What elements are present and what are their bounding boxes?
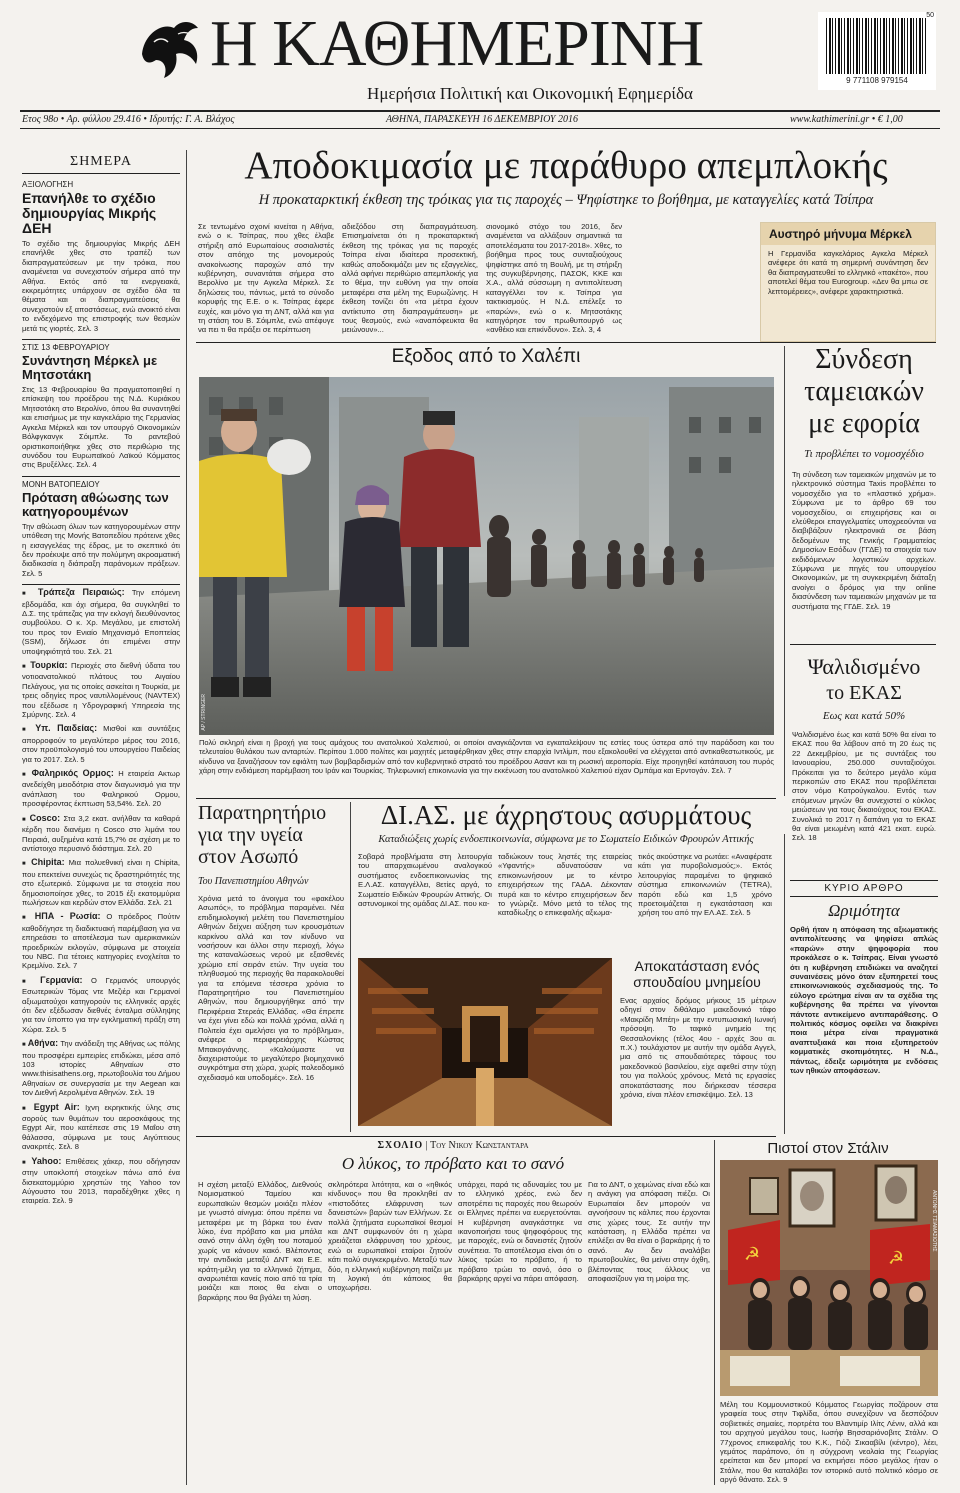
ekas-headline-2: το ΕΚΑΣ [826,682,902,704]
story-title: Συνάντηση Μέρκελ με Μητσοτάκη [22,353,158,383]
right-story-headline: Σύνδεση ταμειακών με εφορία [804,344,924,439]
brief-piraeus [22,588,180,656]
merkel-box-text: Η Γερμανίδα καγκελάριος Αγκελα Μέρκελ ανέφερε ότι κατά τη σημερινή συνάντηση δεν θα διαπραγματευθεί το ελληνικό «πακέτο», που αποτελεί θέμα του Eurogroup. «Δεν θα μπω σε λεπτομέρειες», ανέφερε χαρακτηριστικά. [768,249,928,296]
stalin-photo-credit: ΑΝΤΩΝΗΣ ΤΣΙΑΜΑΣΙΩΤΗΣ [931,1190,937,1252]
asopos-text: Χρόνια μετά το άνοιγμα του «φακέλου Ασωπός», το πρόβλημα παραμένει. Νέα επιδημιολογική μελέτη του Πανεπιστημίου Αθηνών δείχνει αύξηση των κρουσμάτων καρκίνου αλλά και τον κίνδυνο να νοσήσουν και άλλοι στην περιοχή, λόγω της καταναλώσεως νερού με εξασθενές χρώμιο επί σειράν ετών. Την υγεία του πληθυσμού της περιοχής θα παρακολουθεί για τα επόμενα τέσσερα χρόνια το Παρατηρητήριο του Πανεπιστημίου Αθηνών, που δημιουργήθηκε από την Περιφέρεια Στερεάς Ελλάδας. «Θα έπρεπε να έχει γίνει εδώ και πολλά χρόνια, αλλά η Πολιτεία έχει αμελήσει για το πρόβλημα», ανέφερε ο περιφερειάρχης Κώστας Μπακογιάννης. «Καλούμαστε να διαχειριστούμε το μεγαλύτερο βιομηχανικό συγκρότημα στη χώρα, χωρίς πολεοδομικό σχεδιασμό και υποδομές». Σελ. 16 [198,894,344,1082]
stalin-photo-drawing [720,1160,938,1396]
comment-label: ΣΧΟΛΙΟ [377,1140,424,1151]
story-text: Το σχέδιο της δημιουργίας Μικρής ΔΕΗ επανήλθε χθες στο τραπέζι των διαπραγματεύσεων με την τρόικα, που αναμένεται να συνεχιστούν σήμερα από την Αθήνα. Εκτός από τα ενεργειακά, εκκρεμότητες υπάρχουν σε σχέδιο όλα τα θέματα και οι διαπραγματεύσεις θα συνεχιστούν εξ αποστάσεως, ενώ ανοικτό είναι το ενδεχόμενο της επιστροφής των θεσμών μετά τις γιορτές. Σελ. 3 [22,239,180,333]
story-kicker: ΜΟΝΗ ΒΑΤΟΠΕΔΙΟΥ [22,479,100,489]
brief-text: Στα 3,2 εκατ. ανήλθαν τα καθαρά κέρδη που διανέμει η Cosco στο λιμάνι του Πειραιά, αυξημένα κατά 15,7% σε σχέση με το αντίστοιχο περυσινό διάστημα. Σελ. 20 [22,813,180,853]
stalin-headline: Πιστοί στον Στάλιν [767,1140,889,1157]
brief-text: Την επόμενη εβδομάδα, και όχι σήμερα, θα συγκληθεί το Δ.Σ. της τράπεζας για την εκλογή διευθύνοντος συμβούλου. Ο κ. Χρ. Μεγάλου, με επιστολή του προς τον Ενιαίο Μηχανισμό Εποπτείας (SSM), δήλωσε ότι επιμένει στην υποψηφιότητά του. Σελ. 21 [22,588,180,656]
lead-subhead: Η προκαταρκτική έκθεση της τρόικας για τις παροχές – Ψηφίστηκε το βοήθημα, με καταγγελίες κατά Τσίπρα [258,192,874,208]
dias-subhead: Καταδιώξεις χωρίς ενδοεπικοινωνία, σύμφωνα με το Σωματείο Ειδικών Φρουρών Αττικής [378,834,754,845]
photo-credit: AP / STRINGER [201,694,207,731]
lead-headline: Αποδοκιμασία με παράθυρο απεμπλοκής [244,144,888,187]
brief-education [22,724,180,764]
barcode [818,12,936,90]
comment-label-row [196,1140,710,1151]
brief-title: ■ Γερμανία: [22,975,82,985]
asopos-subhead: Του Πανεπιστημίου Αθηνών [198,876,309,887]
editorial-text: Ορθή ήταν η απόφαση της αξιωματικής αντιπολίτευσης να ψηφίσει απλώς «παρών» στην ψηφοφορία που προκάλεσε ο κ. Τσίπρας. Είναι γνωστό ότι η κυβέρνηση επιδιώκει να αναζητεί συναινέσεις μόνο όταν εξυπηρετεί τους επικοινωνιακούς σχεδιασμούς της. Το εύλογο ερώτημα είναι αν τα σχέδια της κυβέρνησης θα πρέπει να γίνονται πάντοτε αντικείμενο αντιπαράθεσης. Ο πολιτικός κόσμος οφείλει να διακρίνει ποια μέτρα είναι πραγματικά αναπτυξιακά και ποια εξυπηρετούν κομματικές σκοπιμότητες. Η Ν.Δ., πάντως, έδειξε ωριμότητα με ενδόσεις των ηθικών αποφάσεων. [790,925,938,1076]
comment-headline: Ο λύκος, το πρόβατο και το σανό [341,1154,565,1173]
editorial-box [790,880,938,1132]
brief-text: Την ανάδειξη της Αθήνας ως πόλης που προσφέρει εμπειρίες επιδιώκει, μέσα από 103 ιστορίες Αθηναίων στο www.thisisathens.org, πρωτοβουλία του Δήμου Αθηναίων σε συνεργασία με την Aegean και τον Διεθνή Αερολιμένα Αθηνών. Σελ. 19 [22,1039,180,1098]
brief-germany [22,976,180,1034]
dias-col-2: ταδιώκουν τους ληστές της εταιρείας «Υφαντής» αδυνατούσαν να επικοινωνήσουν με το κέντρο επιχειρήσεων της ΓΑΔΑ. Δέκονταν πυρά και το κέντρο επιχειρήσεων δεν το γνώριζε. Μόνο μετά το τέλος της καταδίωξης ο επικεφαλής αξιωμα- [498,852,632,918]
right-story-subhead: Τι προβλέπει το νομοσχέδιο [804,448,924,460]
ekas-text: Ψαλιδισμένο έως και κατά 50% θα είναι το ΕΚΑΣ που θα λάβουν από τη 20 έως τις 22 Δεκεμβρίου, με τις συντάξεις του Ιανουαρίου, 250.000 συνταξιούχοι. Πρόκειται για το δεύτερο μεγάλο κύμα περικοπών στο ΕΚΑΣ που προβλέπεται στον νόμο Κατρούγκαλου. Εντός των επόμενων μηνών θα συνεχιστεί ο κύκλος μειώσεων για τους δικαιούχους του ΕΚΑΣ. Συνολικά το 2017 η δαπάνη για το ΕΚΑΣ θα είναι μειωμένη κατά 421 εκατ. ευρώ. Σελ. 18 [792,730,936,843]
sidebar-header: ΣΗΜΕΡΑ [22,150,180,174]
svg-text:☭: ☭ [888,1248,905,1269]
barcode-number: 9 771108 979154 [846,76,908,85]
barcode-bars [826,18,926,74]
ekas-headline-1: Ψαλιδισμένο [807,654,921,679]
lead-text: Σε τεντωμένο σχοινί κινείται η Αθήνα, ενώ ο κ. Τσίπρας, που χθες έλαβε στήριξη από Ευρωπαίους σοσιαλιστές στον απόηχο της μονομερούς ανακοίνωσης παροχών από την κυβέρνηση, συναντάται σήμερα στο Βερολίνο με την Αγκελα Μέρκελ. Σε δηλώσεις του, πάντως, μετά το σύνοδο κορυφής της Ε.Ε. ο κ. Τσίπρας έφερε ευχές, και μόνο για τη ΔΝΤ, αλλά και για τη στάση του Β. Σόιμπλε, ενώ απέφυγε να πει τι θα πράξει σε περίπτωση [198,222,334,335]
story-text: Την αθώωση όλων των κατηγορουμένων στην υπόθεση της Μονής Βατοπεδίου πρότεινε χθες η εισαγγελέας της έδρας, με το σκεπτικό ότι δεν προέκυψε από την πολύμηνη ακροαματική διαδικασία η διάπραξη παράνομων πράξεων. Σελ. 5 [22,521,180,578]
story-text: Στις 13 Φεβρουαρίου θα πραγματοποιηθεί η επίσκεψη του προέδρου της Ν.Δ. Κυριάκου Μητσοτάκη στο Βερολίνο, όπου θα συναντηθεί και επισήμως με την καγκελάριο της Γερμανίας Αγκελα Μέρκελ και τον υπουργό Οικονομικών Βόλφγκανγκ Σόιμπλε. Το ραντεβού οριστικοποιήθηκε χθες στο περιθώριο της συνόδου του Ευρωπαϊκού Λαϊκού Κόμματος στις Βρυξέλλες. Σελ. 4 [22,385,180,470]
issue-small: 50 [926,12,934,19]
brief-title: ■ Φαληρικός Ορμος: [22,768,114,778]
merkel-box-title: Αυστηρό μήνυμα Μέρκελ [761,223,935,245]
monument-photo [358,958,612,1126]
brief-title: ■ Υπ. Παιδείας: [22,723,97,733]
dias-col-3: τικός ακούστηκε να ρωτάει: «Αναφέρατε κάτι για πυροβολισμούς;». Εκτός λειτουργίας παραμένει το ψηφιακό σύστημα επικοινωνιών (TETRA), παρότι εδώ και 1,5 χρόνο προετοιμάζεται η εγκατάσταση και χρήση του από την ΕΛ.ΑΣ. Σελ. 5 [638,852,772,918]
newspaper-title: Η ΚΑΘΗΜΕΡΙΝΗ [210,7,704,80]
brief-title: ■ Yahoo: [22,1156,61,1166]
comment-author: Του Νίκου Κωνσταντάρα [430,1140,529,1151]
monument-text: Ενας αρχαίος δρόμος μήκους 15 μέτρων οδηγεί στον διθάλαμο μακεδονικό τάφο «Μακρίδη Μπέη» με την εντυπωσιακή Ιωνική πρόσοψη. Το ταφικό μνημείο της Θεσσαλονίκης (τέλος 4ου - αρχές 3ου αι. π.Χ.) τουλάχιστον με αυτήν την ομάδα Αγγελ, μια από τις σπουδαιότερες τάφους του μακεδονικού βασιλείου, είχε αφεθεί στην τύχη του για πολλούς χρόνους. Μετά τις εργασίες αποκατάστασης που διήρκεσαν τέσσερα χρόνια, είναι πλέον επισκέψιμο. Σελ. 13 [620,996,776,1100]
stalin-caption: Μέλη του Κομμουνιστικού Κόμματος Γεωργίας ποζάρουν στα γραφεία τους στην Τιφλίδα, όπου συνεχίζουν να δεσπόζουν σοβιετικές σημαίες, πορτρέτα του Βλαντιμίρ Ιλίτς Λένιν, αλλά και του αρχηγού μεγάλου τους, Ιωσήφ Βησσαριόνοβιτς Στάλιν. Ο 77χρονος επικεφαλής του Κ.Κ., Γιόζι Σικααβίλι (κέντρο), λέει, γεμάτος παράπονο, ότι η σύγχρονη νεολαία της Γεωργίας ερείπεται και δεν μπορεί να εκτιμήσει πόσο μεγάλος ήταν ο Στάλιν, που θα καταλάβει τον ιστορικό αυτό πολιτικό κόσμο σε αργό θάνατο. Σελ. 9 [720,1400,938,1485]
sidebar-story-vatopedi [22,480,180,578]
eagle-logo-icon [134,14,206,84]
brief-title: ■ Chipita: [22,857,65,867]
lead-col-2 [342,222,478,340]
aleppo-photo [199,377,774,735]
lead-text: αδιεξόδου στη διαπραγμάτευση. Επισημαίνεται ότι η προκαταρκτική έκθεση της τρόικας για τις παροχές Τσίπρα είναι ιδιαίτερα προσεκτική, καθώς αποδοκιμάζει μεν τις εξαγγελίες, αλλά αφήνει περιθώριο απεμπλοκής για το θέμα, την ευθύνη για την οποία μεταφέρει στα μέλη της Ευρωζώνης. Η έκθεση τονίζει ότι «τα μέτρα έχουν αντίκτυπο στη διαπραγμάτευση» με τους θεσμούς, ενώ «αναπόφευκτα θα μειώνουν»... [342,222,478,335]
monument-headline: Αποκατάσταση ενός σπουδαίου μνημείου [633,958,761,990]
comment-col-3: υπάρχει, παρά τις αδυναμίες του με το ελληνικό χρέος, ενώ δεν αποτρέπει τις παροχές που θεωρούν οι Ελληνες πρέπει να ευεργετούνται. Η κυβέρνηση αναγκάστηκε να ικανοποιήσει τους ψηφοφόρους της με παροχές, ενώ οι δανειστές ζητούν συνέπεια. Το αποτέλεσμα είναι ότι ο λύκος τρώει το πρόβατο, ή το πρόβατο τρώει το σανό, όσο ο βαρκάρης αργεί να πάρει απόφαση. [458,1180,582,1284]
dias-headline: ΔΙ.ΑΣ. με άχρηστους ασυρμάτους [380,800,752,830]
comment-col-1: Η σχέση μεταξύ Ελλάδος, Διεθνούς Νομισματικού Ταμείου και ευρωπαϊκών θεσμών μοιάζει πλέον με γνωστό αίνιγμα: όπου πρέπει να μεταφέρει με τη βάρκα του έναν λύκο, ένα πρόβατο και μια μπάλα σανό στην άλλη όχθη του ποταμού χωρίς να κάνουν κακό. Βλέποντας την αντιδικία μεταξύ ΔΝΤ και Ε.Ε. κράτη-μέλη για το ελληνικό ζήτημα, αναρωτιέται κανείς ποιο από τα τρία μοιάζει και ποιος θα είναι ο βαρκάρης που θα βγάλει τη λύση. [198,1180,322,1302]
lead-col-3 [486,222,622,340]
asopos-headline: Παρατηρητήριο για την υγεία στον Ασωπό [198,802,327,868]
caption-text: Πολύ σκληρή είναι η βροχή για τους αμάχους του ανατολικού Χαλεπιού, οι οποίοι αναγκάζονται να εγκαταλείψουν τις εστίες τους ύστερα από την παράδοση και του τελευταίου θυλάκου των ανταρτών. Περίπου 1.000 πολίτες και μαχητές μεταφέρθηκαν χθες στην επαρχία Ιντλίμπ, που εξακολουθεί να ελέγχεται από αντικαθεστωτικούς, με κίνδυνο να ξαναζήσουν τον εφιάλτη των βομβαρδισμών από τον κυβερνητικό στρατό του προέδρου Ασαντ και τη ρωσική αεροπορία. Είχε προηγηθεί κατάπαυση του πυρός χάρη στην ενδιάμεση παρέμβαση του Ιράν και Τουρκίας. Τηλεφωνική επικοινωνία για την εκκένωση του ανατολικού Χαλεπιού είχαν Ομπάμα και Ερντογάν. Σελ. 7 [199,738,774,776]
brief-athens [22,1039,180,1097]
story-kicker: ΣΤΙΣ 13 ΦΕΒΡΟΥΑΡΙΟΥ [22,343,110,353]
brief-turkey [22,661,180,719]
comment-col-2: σκληρότερα λιτότητα, και ο «ηθικός κίνδυνος» που θα προκληθεί αν «πιστοδότες ελάφρυνση των δανειστών» βαρών των Ελλήνων. Σε πολλά ζητήματα ευρωπαϊκοί θεσμοί και ΔΝΤ συμφωνούν ότι η χώρα χρειάζεται ελάφρυνση του χρέους, ενώ οι ευρωπαϊκοί εταίροι ζητούν κάτι πολύ συγκεκριμένο. Μεταξύ των δύο, η ελληνική κυβέρνηση παίζει με τη λογική ότι κάποιος θα υποχωρήσει. [328,1180,452,1293]
brief-text: Μισθοί και συντάξεις απορροφούν το μεγαλύτερο μέρος του 2016, στον προϋπολογισμό του υπουργείου Παιδείας για το 2017. Σελ. 5 [22,724,180,764]
masthead [0,0,960,112]
brief-title: ■ Αθήνα: [22,1038,58,1048]
sidebar [22,150,180,1490]
brief-yahoo [22,1157,180,1206]
lead-col-1 [198,222,334,340]
brief-title: ■ Τουρκία: [22,660,67,670]
info-right: www.kathimerini.gr • € 1,00 [790,114,903,125]
editorial-headline: Ωριμότητα [828,901,900,920]
comment-separator: | [425,1140,431,1151]
aleppo-caption [199,738,774,796]
comment-col-4: Για το ΔΝΤ, ο χειμώνας είναι εδώ και η ανάγκη για απόφαση πιέζει. Οι Ευρωπαίοι δεν μπορούν να αγνοήσουν τις κάλπες που έρχονται στις χώρες τους. Σε αυτήν την κατάσταση, η Ελλάδα πρέπει να επιλέξει αν θα είναι ο βαρκάρης ή το σανό. Αν δεν αναλάβει πρωτοβουλίες, θα μείνει στην όχθη, βλέποντας τους άλλους να αποφασίζουν για τη μοίρα της. [588,1180,710,1284]
lead-text: σιονομικό στόχο του 2016, δεν αναμένεται να αλλάξουν σημαντικά τα αποτελέσματα του 2017-2018». Χθες, το βοήθημα προς τους συνταξιούχους ψηφίστηκε από τη Βουλή, με τη στήριξη της συγκυβέρνησης, ΠΑΣΟΚ, ΚΚΕ και Χ.Α., αλλά σύσσωμη η αντιπολίτευση καταγγέλλει τον κ. Τσίπρα για τακτικισμούς. Η Ν.Δ. επέλεξε το «παρών», ενώ ο κ. Μητσοτάκης κατηγόρησε τον πρωθυπουργό ως «ανθέκο και επικίνδυνο». Σελ. 3, 4 [486,222,622,335]
sidebar-story-merkel [22,343,180,470]
ekas-subhead: Εως και κατά 50% [822,710,906,722]
brief-text: Ο Γερμανός υπουργός Εσωτερικών Τόμας ντε Μεζιέρ και Γερμανοί αξιωματούχοι κατηγορούν τις ελληνικές αρχές ότι δεν εξέδωσαν διεθνές ένταλμα σύλληψης για τον ύποπτο για την εγκληματική πράξη στη Χώρα. Σελ. 5 [22,975,181,1034]
brief-title: ■ Egypt Air: [22,1102,80,1112]
svg-text:☭: ☭ [744,1244,761,1265]
aleppo-headline: Εξοδος από το Χαλέπι [391,346,581,367]
brief-text: Ιχνη εκρηκτικής ύλης στις σορούς των θυμάτων του αεροσκάφους της Egypt Air, που κατέπεσε στις 19 Μαΐου στη θάλασσα, σύμφωνα με τους Αιγύπτιους ανακριτές. Σελ. 8 [22,1102,180,1152]
right-story-text: Τη σύνδεση των ταμειακών μηχανών με το ηλεκτρονικό σύστημα Taxis προβλέπει το νομοσχέδιο για το «πλαστικό χρήμα». Σύμφωνα με το άρθρο 69 του νομοσχεδίου, οι επιχειρήσεις και οι ελεύθεροι επαγγελματίες υποχρεούνται να διαβιβάζουν ηλεκτρονικά σε βάση δεδομένων της Γενικής Γραμματείας Δημοσίων Εσόδων (ΓΓΔΕ) τα στοιχεία των εκδιδόμενων λογιστικών αρχείων. Σύμφωνα με πηγές του υπουργείου Οικονομικών, με τη συγκεκριμένη διάταξη ανοίγει ο δρόμος για την online διασύνδεση των ταμειακών μηχανών με τα συστήματα της ΓΓΔΕ. Σελ. 19 [792,470,936,611]
aleppo-photo-drawing [199,377,774,735]
brief-text: Η εταιρεία Ακτωρ ανεδείχθη μειοδότρια στον διαγωνισμό για την ανάπλαση του Φαληρικού Ορμου, προσφέροντας έκπτωση 53,54%. Σελ. 20 [22,769,180,809]
brief-title: ■ ΗΠΑ - Ρωσία: [22,911,101,921]
brief-faliro [22,769,180,809]
brief-title: ■ Τράπεζα Πειραιώς: [22,587,125,597]
brief-title: ■ Cosco: [22,813,60,823]
dias-col-1: Σοβαρά προβλήματα στη λειτουργία του απαρχαιωμένου αναλογικού συστήματος ενδοεπικοινωνίας της Ε.Λ.ΑΣ. καταγγέλλει, 8ετίες αργά, το Σωματείο Ειδικών Φρουρών Αττικής. Οι αστυνομικοί της ομάδας ΔΙ.ΑΣ. που κα- [358,852,492,909]
brief-cosco [22,814,180,854]
editorial-label: ΚΥΡΙΟ ΑΡΘΡΟ [790,880,938,897]
story-title: Επανήλθε το σχέδιο δημιουργίας Μικρής ΔΕΗ [22,190,157,236]
stalin-photo [720,1160,938,1396]
info-date: ΑΘΗΝΑ, ΠΑΡΑΣΚΕΥΗ 16 ΔΕΚΕΜΒΡΙΟΥ 2016 [386,114,578,125]
sidebar-story-dei [22,180,180,333]
brief-text: Επιθέσεις χάκερ, που οδήγησαν στην υποκλοπή στοιχείων πάνω από ένα δισεκατομμύριο χρηστών της Yahoo τον Αύγουστο του 2013, παραδέχθηκε χθες η εταιρεία. Σελ. 9 [22,1156,180,1206]
brief-chipita [22,858,180,907]
story-title: Πρόταση αθώωσης των κατηγορουμένων [22,489,169,519]
monument-photo-drawing [358,958,612,1126]
brief-text: Περιοχές στο διεθνή ύδατα του νοτιοανατολικού πλάτους του Αιγαίου Πελάγους, για τις οποίες ασκείται η Τουρκία, με τρεις οδηγίες προς ναυτιλλομένους (NAVTEX) που εξέδωσε η Υδρογραφική Υπηρεσία της Σμύρνης. Σελ. 4 [22,661,180,720]
story-kicker: ΑΞΙΟΛΟΓΗΣΗ [22,180,74,189]
brief-usa-russia [22,912,180,970]
brief-text: Ο πρόεδρος Πούτιν καθοδήγησε τη διαδικτυακή παρέμβαση για να επηρεάσει το αποτέλεσμα των αμερικανικών προεδρικών εκλογών, σύμφωνα με στοιχεία του NBC. Για τέτοιες κατηγορίες ενοχλείται το Κρεμλίνο. Σελ. 7 [22,912,180,971]
info-left: Ετος 98ο • Αρ. φύλλου 29.416 • Ιδρυτής: Γ. Α. Βλάχος [22,114,235,125]
merkel-box [760,222,936,342]
brief-egyptair [22,1103,180,1152]
newspaper-subtitle: Ημερήσια Πολιτική και Οικονομική Εφημερίδα [367,84,693,103]
brief-text: Μια πολυεθνική είναι η Chipita, που επεκτείνει συνεχώς τις δραστηριότητές της στο εξωτερικό. Σύμφωνα με τα στοιχεία που δημοσιοποίησε χθες, το 2015 έξι εκατομμύρια πωλήσεων και κερδών στον Ελλάδα. Σελ. 21 [22,858,180,907]
